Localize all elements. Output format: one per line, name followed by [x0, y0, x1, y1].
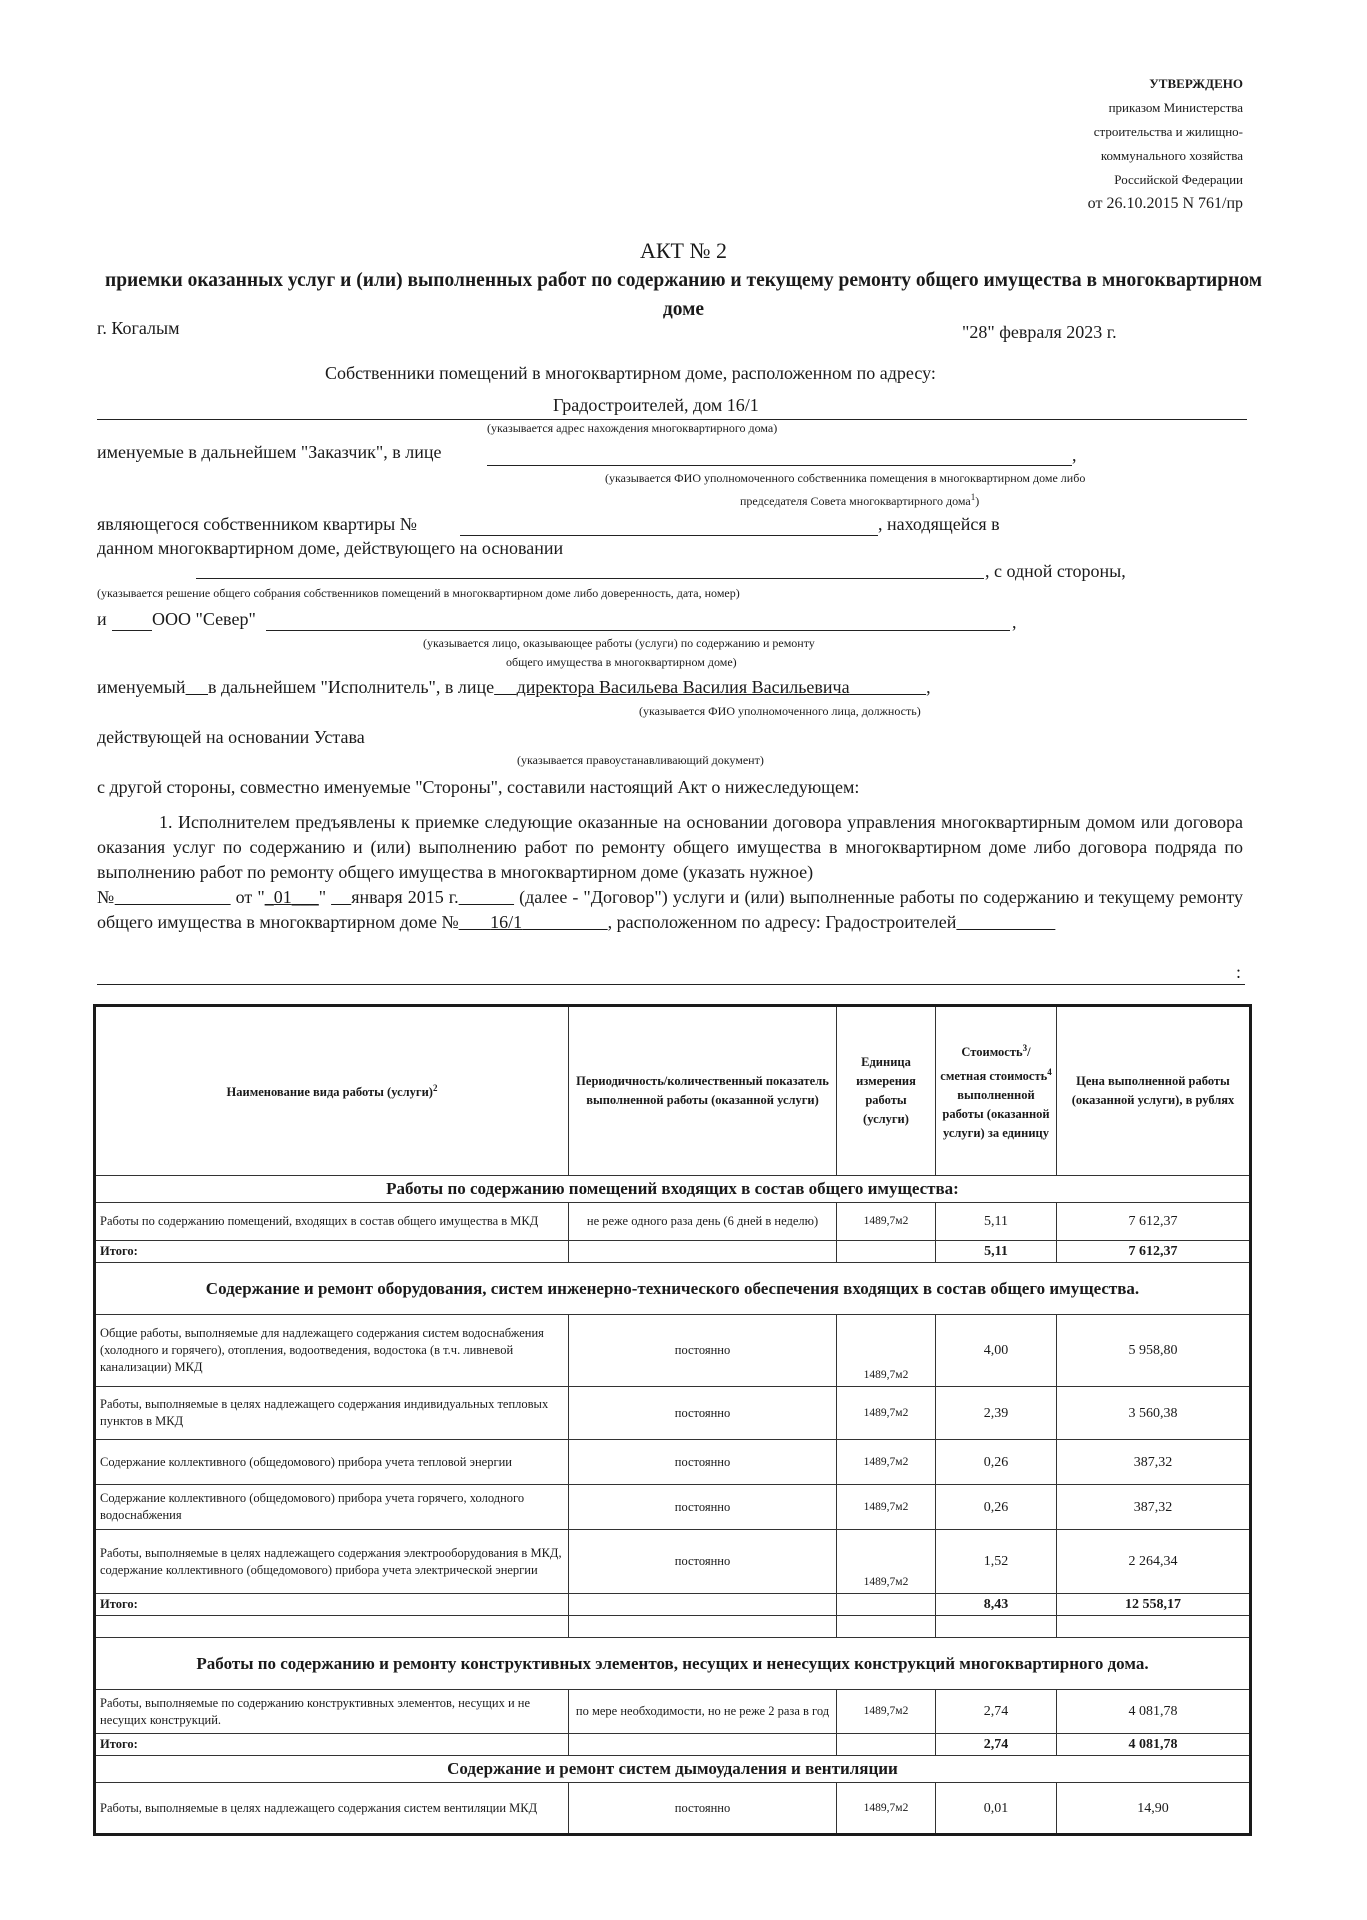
work-unit: 1489,7м2: [837, 1783, 936, 1835]
work-period: постоянно: [569, 1440, 837, 1485]
address-continuation-underline: [97, 984, 1245, 985]
approval-order-date: от 26.10.2015 N 761/пр: [1087, 195, 1243, 212]
work-price: 5 958,80: [1057, 1315, 1251, 1387]
work-unit: 1489,7м2: [837, 1315, 936, 1387]
total-price: 7 612,37: [1057, 1241, 1251, 1263]
table-row: [95, 1690, 1251, 1734]
house-no-value: 16/1: [490, 912, 523, 932]
table-row: [95, 1203, 1251, 1241]
total-row: [95, 1734, 1251, 1756]
work-name: Содержание коллективного (общедомового) прибора учета тепловой энергии: [95, 1440, 569, 1485]
total-cost: 2,74: [936, 1734, 1057, 1756]
comma: ,: [1012, 612, 1017, 632]
work-unit: 1489,7м2: [837, 1690, 936, 1734]
contract-day-value: 01: [273, 887, 292, 907]
empty-cell: [936, 1616, 1057, 1638]
one-side: , с одной стороны,: [985, 561, 1126, 581]
contractor-pre-underline: [112, 630, 152, 631]
contractor-underline: [266, 630, 1010, 631]
section-title: Содержание и ремонт оборудования, систем инженерно-технического обеспечения входящих в состав общего имущества.: [95, 1263, 1251, 1315]
contractor-hint: (указывается лицо, оказывающее работы (услуги) по содержанию и ремонту: [423, 636, 815, 650]
customer-hint-2-text: председателя Совета многоквартирного дома: [740, 494, 971, 508]
work-cost: 0,26: [936, 1440, 1057, 1485]
work-price: 14,90: [1057, 1783, 1251, 1835]
table-row: [95, 1485, 1251, 1530]
act-subtitle: приемки оказанных услуг и (или) выполненных работ по содержанию и текущему ремонту общего имущества в многоквартирном доме: [104, 270, 1263, 320]
basis-line: данном многоквартирном доме, действующего на основании: [97, 538, 564, 558]
total-cost: 5,11: [936, 1241, 1057, 1263]
empty-cell: [569, 1594, 837, 1616]
executor-label-b: в дальнейшем "Исполнитель", в лице: [208, 677, 495, 697]
act-date: "28" февраля 2023 г.: [962, 322, 1117, 342]
empty-cell: [569, 1241, 837, 1263]
section-row: [95, 1263, 1251, 1315]
section-row: [95, 1756, 1251, 1783]
work-cost: 0,26: [936, 1485, 1057, 1530]
work-price: 387,32: [1057, 1440, 1251, 1485]
work-period: не реже одного раза день (6 дней в неделю): [569, 1203, 837, 1241]
table-header: [95, 1006, 1251, 1176]
header-periodicity: Периодичность/количественный показатель выполненной работы (оказанной услуги): [569, 1006, 837, 1176]
work-price: 7 612,37: [1057, 1203, 1251, 1241]
basis-underline: [196, 578, 984, 579]
work-unit: 1489,7м2: [837, 1530, 936, 1594]
contract-no-label: №: [97, 887, 115, 907]
total-price: 12 558,17: [1057, 1594, 1251, 1616]
street: Градостроителей: [825, 912, 957, 932]
address-hint: (указывается адрес нахождения многоквартирного дома): [487, 421, 778, 435]
work-name: Работы по содержанию помещений, входящих в состав общего имущества в МКД: [95, 1203, 569, 1241]
empty-cell: [1057, 1616, 1251, 1638]
work-name: Работы, выполняемые в целях надлежащего содержания электрооборудования в МКД, содержание коллективного (общедомового) прибора учета электрической энергии: [95, 1530, 569, 1594]
contract-month: января 2015 г.: [351, 887, 459, 907]
section-title: Работы по содержанию и ремонту конструктивных элементов, несущих и ненесущих конструкций многоквартирного дома.: [95, 1638, 1251, 1690]
owners-line: Собственники помещений в многоквартирном доме, расположенном по адресу:: [325, 363, 936, 383]
empty-cell: [837, 1241, 936, 1263]
work-period: постоянно: [569, 1485, 837, 1530]
total-label: Итого:: [95, 1241, 569, 1263]
work-cost: 1,52: [936, 1530, 1057, 1594]
work-price: 4 081,78: [1057, 1690, 1251, 1734]
header-cost: [936, 1006, 1057, 1176]
paragraph-1-text: 1. Исполнителем предъявлены к приемке следующие оказанные на основании договора управления многоквартирным домом или договора оказания услуг по содержанию и (или) выполнению работ по ремонту общего имущества в многоквартирном доме либо договора подряда по выполнению работ по ремонту общего имущества в многоквартирном доме (указать нужное): [97, 812, 1243, 882]
colon: :: [1236, 962, 1242, 982]
approval-line: УТВЕРЖДЕНО: [1149, 76, 1243, 91]
paragraph-1: 1. Исполнителем предъявлены к приемке следующие оказанные на основании договора управления многоквартирным домом или договора оказания услуг по содержанию и (или) выполнению работ по ремонту общего имущества в многоквартирном доме либо договора подряда по выполнению работ по ремонту общего имущества в многоквартирном доме (указать нужное) № от "_01___" января 2015 г. (далее - "Договор") услуги и (или) выполненные работы по содержанию и текущему ремонту общего имущества в многоквартирном доме № 16/1 , расположенном по адресу: Градостроителей: [97, 812, 1244, 932]
footnote-mark: 1: [970, 492, 976, 502]
total-label: Итого:: [95, 1734, 569, 1756]
blank: [850, 677, 927, 697]
work-name: Работы, выполняемые в целях надлежащего содержания индивидуальных тепловых пунктов в МКД: [95, 1387, 569, 1440]
header-name: [95, 1006, 569, 1176]
table-row: [95, 1530, 1251, 1594]
section-title: Содержание и ремонт систем дымоудаления и вентиляции: [95, 1756, 1251, 1783]
header-cost-b: /сметная стоимость: [940, 1045, 1048, 1083]
section-title: Работы по содержанию помещений входящих в состав общего имущества:: [95, 1176, 1251, 1203]
header-cost-c: выполненной работы (оказанной услуги) за единицу: [942, 1087, 1050, 1140]
empty-cell: [569, 1616, 837, 1638]
total-row: [95, 1241, 1251, 1263]
work-name: Общие работы, выполняемые для надлежащего содержания систем водоснабжения (холодного и горячего), отопления, водоотведения, водостока (в т.ч. ливневой канализации) МКД: [95, 1315, 569, 1387]
empty-cell: [837, 1734, 936, 1756]
and-word: и: [97, 609, 107, 629]
approval-line: Российской Федерации: [1114, 172, 1243, 187]
work-period: постоянно: [569, 1530, 837, 1594]
contractor-name: ООО "Север": [152, 609, 256, 629]
footnote-mark: 3: [1022, 1043, 1028, 1054]
customer-hint: (указывается ФИО уполномоченного собственника помещения в многоквартирном доме либо: [605, 471, 1086, 485]
header-cost-a: Стоимость: [961, 1045, 1023, 1060]
footnote-mark: 4: [1047, 1066, 1052, 1077]
section-row: [95, 1638, 1251, 1690]
total-cost: 8,43: [936, 1594, 1057, 1616]
house-no: [459, 912, 608, 932]
contract-day: _01___: [264, 887, 319, 907]
blank: [186, 677, 209, 697]
empty-cell: [837, 1616, 936, 1638]
work-cost: 2,39: [936, 1387, 1057, 1440]
act-title: АКТ № 2: [640, 238, 727, 263]
work-unit: 1489,7м2: [837, 1440, 936, 1485]
act-city: г. Когалым: [97, 318, 180, 338]
table-row: [95, 1387, 1251, 1440]
work-period: постоянно: [569, 1315, 837, 1387]
customer-hint-2: председателя Совета многоквартирного дома$^1$): [740, 492, 980, 508]
total-label: Итого:: [95, 1594, 569, 1616]
comma: ,: [1072, 445, 1077, 465]
house-address: Градостроителей, дом 16/1: [553, 395, 759, 415]
executor-label-a: именуемый: [97, 677, 186, 697]
located-in: , находящейся в: [878, 514, 1000, 534]
header-unit: Единица измерения работы (услуги): [837, 1006, 936, 1176]
table-row: [95, 1315, 1251, 1387]
blank: [459, 887, 514, 907]
table-row: [95, 1783, 1251, 1835]
located-text: , расположенном по адресу:: [607, 912, 821, 932]
from-label: от ": [235, 887, 265, 907]
work-name: Работы, выполняемые по содержанию конструктивных элементов, несущих и не несущих конструкций.: [95, 1690, 569, 1734]
other-side-line: с другой стороны, совместно именуемые "Стороны", составили настоящий Акт о нижеследующем:: [97, 777, 860, 797]
acting-hint: (указывается правоустанавливающий документ): [517, 753, 764, 767]
work-period: по мере необходимости, но не реже 2 раза в год: [569, 1690, 837, 1734]
flat-number-underline: [460, 535, 878, 536]
empty-cell: [569, 1734, 837, 1756]
executor-person: директора Васильева Василия Васильевича: [516, 677, 850, 697]
total-price: 4 081,78: [1057, 1734, 1251, 1756]
contractor-hint-2: общего имущества в многоквартирном доме): [506, 655, 737, 669]
work-price: 387,32: [1057, 1485, 1251, 1530]
empty-cell: [95, 1616, 569, 1638]
executor-line: именуемый в дальнейшем "Исполнитель", в лице директора Васильева Василия Васильевича ,: [97, 677, 931, 697]
acting-basis: действующей на основании Устава: [97, 727, 365, 747]
blank: [331, 887, 351, 907]
work-cost: 4,00: [936, 1315, 1057, 1387]
empty-row: [95, 1616, 1251, 1638]
work-name: Работы, выполняемые в целях надлежащего содержания систем вентиляции МКД: [95, 1783, 569, 1835]
work-unit: 1489,7м2: [837, 1387, 936, 1440]
approval-stamp: [1088, 72, 1243, 216]
work-price: 3 560,38: [1057, 1387, 1251, 1440]
footnote-mark: 2: [432, 1083, 438, 1094]
header-price: Цена выполненной работы (оказанной услуги), в рублях: [1057, 1006, 1251, 1176]
section-row: [95, 1176, 1251, 1203]
work-name: Содержание коллективного (общедомового) прибора учета горячего, холодного водоснабжения: [95, 1485, 569, 1530]
further-text: (далее - "Договор") услуги и (или) выполненные работы по содержанию и текущему ремонту общего имущества в многоквартирном доме №: [97, 887, 1244, 932]
approval-line: приказом Министерства: [1108, 100, 1243, 115]
empty-cell: [837, 1594, 936, 1616]
customer-underline: [487, 465, 1072, 466]
approval-line: строительства и жилищно-: [1093, 124, 1243, 139]
work-unit: 1489,7м2: [837, 1203, 936, 1241]
approval-line: коммунального хозяйства: [1100, 148, 1243, 163]
works-table: [93, 1004, 1252, 1836]
blank: [115, 887, 231, 907]
work-cost: 2,74: [936, 1690, 1057, 1734]
work-unit: 1489,7м2: [837, 1485, 936, 1530]
total-row: [95, 1594, 1251, 1616]
executor-hint: (указывается ФИО уполномоченного лица, должность): [639, 704, 921, 718]
decision-hint: (указывается решение общего собрания собственников помещений в многоквартирном доме либо доверенность, дата, номер): [97, 586, 740, 600]
work-period: постоянно: [569, 1387, 837, 1440]
work-price: 2 264,34: [1057, 1530, 1251, 1594]
flat-owner-line: являющегося собственником квартиры №: [97, 514, 417, 534]
work-cost: 5,11: [936, 1203, 1057, 1241]
blank: [956, 912, 1055, 932]
header-name-text: Наименование вида работы (услуги): [226, 1085, 433, 1100]
blank: [494, 677, 517, 697]
work-cost: 0,01: [936, 1783, 1057, 1835]
customer-line: именуемые в дальнейшем "Заказчик", в лице: [97, 442, 442, 462]
address-underline: [97, 419, 1247, 420]
work-period: постоянно: [569, 1783, 837, 1835]
table-row: [95, 1440, 1251, 1485]
